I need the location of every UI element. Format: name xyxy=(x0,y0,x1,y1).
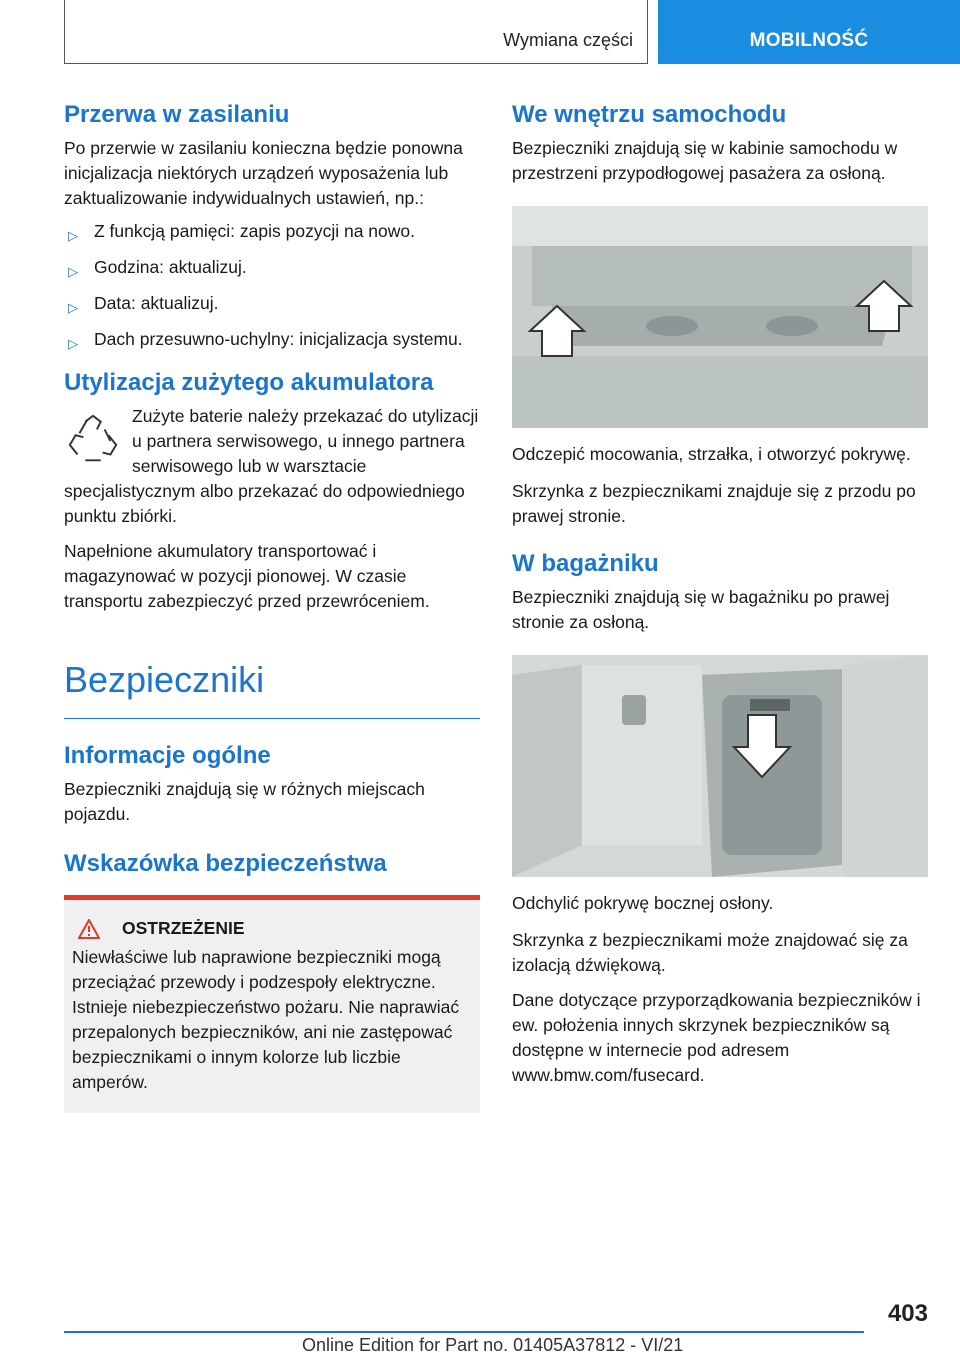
list-item: ▷ Z funkcją pamięci: zapis pozycji na nowo. xyxy=(64,219,480,244)
battery-transport-text: Napełnione akumulatory transportować i magazynować w pozycji pionowej. W czasie transportu zabezpieczyć przed przewróceniem. xyxy=(64,541,430,611)
triangle-bullet-icon: ▷ xyxy=(68,300,78,315)
warning-title: OSTRZEŻENIE xyxy=(122,918,245,938)
trunk-heading: W bagażniku xyxy=(512,550,659,577)
section-title: Wymiana części xyxy=(64,0,648,64)
warning-triangle-icon xyxy=(78,919,100,939)
right-column xyxy=(512,100,928,1088)
power-outage-list xyxy=(64,219,480,352)
battery-disposal-heading: Utylizacja zużytego akumulatora xyxy=(64,369,434,396)
list-item: ▷ Dach przesuwno-uchylny: inicjalizacja systemu. xyxy=(64,327,480,352)
power-outage-text: Po przerwie w zasilaniu konieczna będzie ponowna inicjalizacja niektórych urządzeń wyposażenia lub zaktualizowanie indywidualnych ustawień, np.: xyxy=(64,138,463,208)
caption-interior: Odczepić mocowania, strzałka, i otworzyć pokrywę. xyxy=(512,444,911,464)
warning-title-row xyxy=(72,918,472,939)
recycle-icon xyxy=(64,412,122,470)
chapter-tab[interactable]: MOBILNOŚĆ xyxy=(658,0,960,64)
interior-text: Bezpieczniki znajdują się w kabinie samochodu w przestrzeni przypodłogowej pasażera za osłoną. xyxy=(512,138,898,183)
battery-disposal-block xyxy=(64,404,480,529)
interior-location-text: Skrzynka z bezpiecznikami znajduje się z przodu po prawej stronie. xyxy=(512,481,916,526)
triangle-bullet-icon: ▷ xyxy=(68,264,78,279)
triangle-bullet-icon: ▷ xyxy=(68,228,78,243)
general-info-heading: Informacje ogólne xyxy=(64,742,271,769)
trunk-fuse-cover-image xyxy=(512,655,928,877)
page-header xyxy=(64,0,960,64)
fusecard-info-text: Dane dotyczące przyporządkowania bezpieczników i ew. położenia innych skrzynek bezpieczników są dostępne w internecie pod adresem www.bmw.com/fusecard. xyxy=(512,990,921,1085)
trunk-text: Bezpieczniki znajdują się w bagażniku po prawej stronie za osłoną. xyxy=(512,587,890,632)
warning-text: Niewłaściwe lub naprawione bezpieczniki mogą przeciążać przewody i podzespoły elektryczne. Istnieje niebezpieczeństwo pożaru. Nie naprawiać przepalonych bezpieczników, ani nie zastępować bezpiecznikami o innym kolorze lub liczbie amperów. xyxy=(72,947,460,1092)
general-info-text: Bezpieczniki znajdują się w różnych miejscach pojazdu. xyxy=(64,779,425,824)
footer-edition: Online Edition for Part no. 01405A37812 - VI/21 xyxy=(302,1335,684,1355)
battery-disposal-text: Zużyte baterie należy przekazać do utylizacji u partnera serwisowego, u innego partnera serwisowego lub w warsztacie specjalistycznym albo przekazać do odpowiedniego punktu zbiórki. xyxy=(64,406,479,526)
safety-note-heading: Wskazówka bezpieczeństwa xyxy=(64,850,387,877)
interior-heading: We wnętrzu samochodu xyxy=(512,101,787,128)
fuses-heading: Bezpieczniki xyxy=(64,658,480,719)
list-item: ▷ Godzina: aktualizuj. xyxy=(64,255,480,280)
interior-fuse-cover-image xyxy=(512,206,928,428)
left-column xyxy=(64,100,480,1113)
list-item: ▷ Data: aktualizuj. xyxy=(64,291,480,316)
footer-divider xyxy=(64,1331,864,1333)
power-outage-heading: Przerwa w zasilaniu xyxy=(64,101,290,128)
page-number: 403 xyxy=(887,1300,928,1327)
caption-trunk: Odchylić pokrywę bocznej osłony. xyxy=(512,893,774,913)
warning-box xyxy=(64,895,480,1113)
triangle-bullet-icon: ▷ xyxy=(68,336,78,351)
trunk-location-text: Skrzynka z bezpiecznikami może znajdować się za izolacją dźwiękową. xyxy=(512,930,908,975)
